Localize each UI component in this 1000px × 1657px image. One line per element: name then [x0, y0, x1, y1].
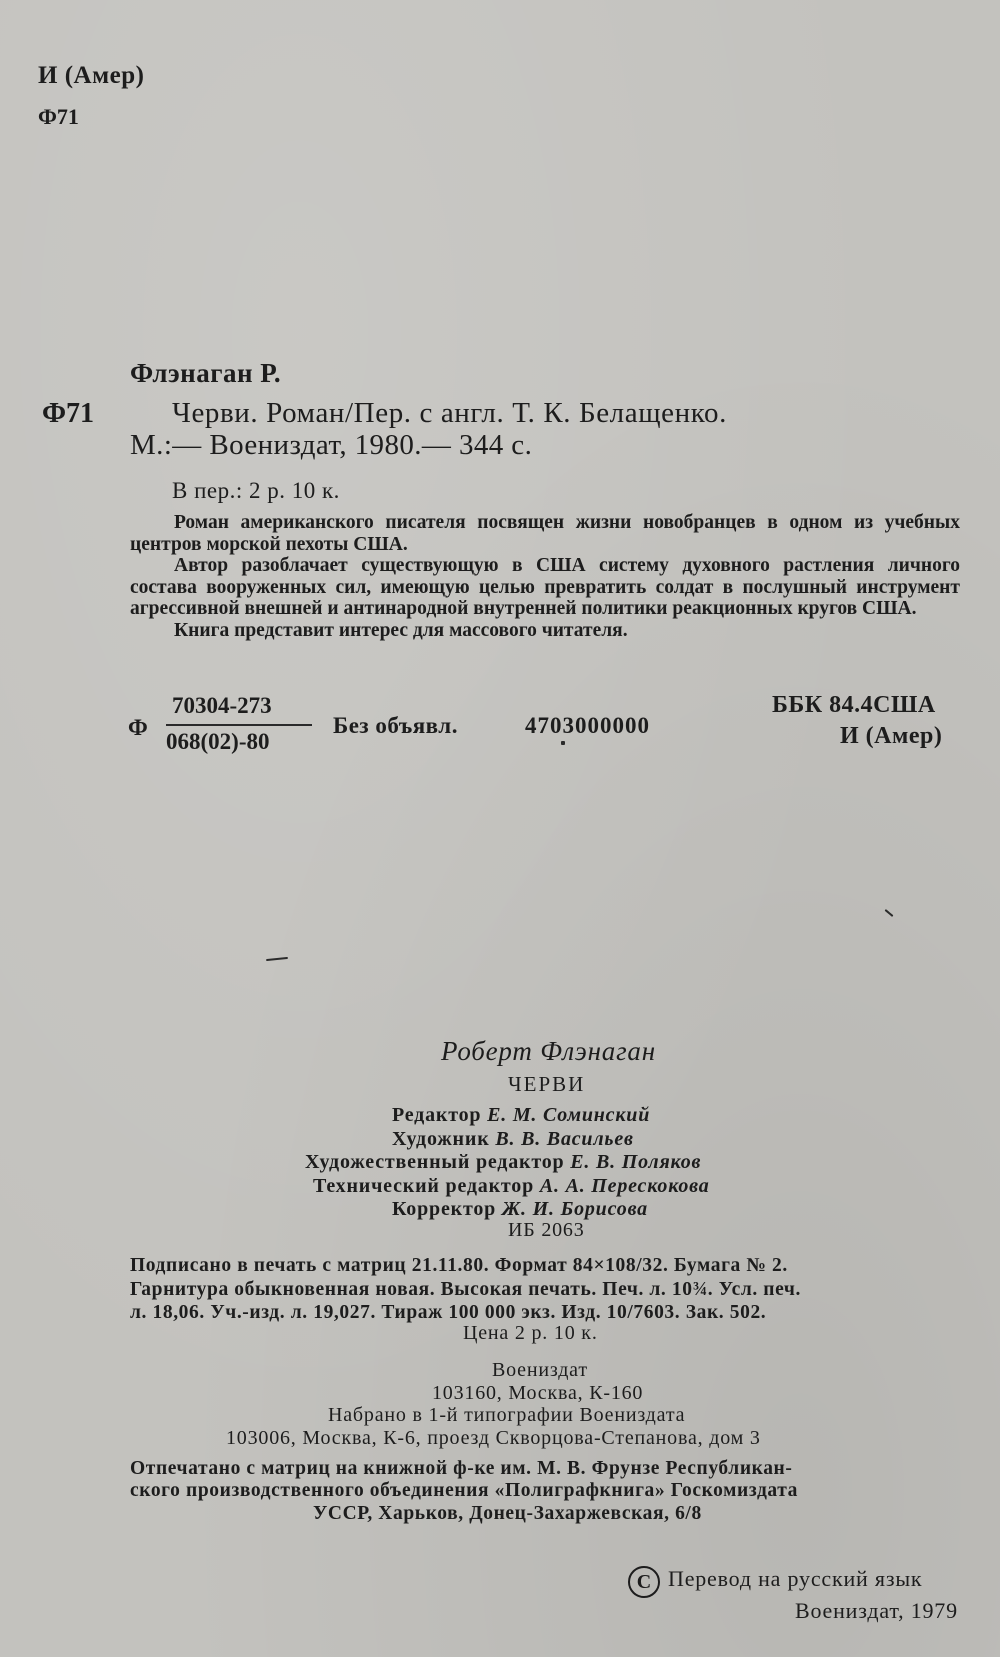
credit-role: Технический редактор	[313, 1175, 535, 1197]
record-bib-line1: Черви. Роман/Пер. с англ. Т. К. Белащенко.	[172, 397, 727, 429]
printed-line: Отпечатано с матриц на книжной ф-ке им. М. В. Фрунзе Республикан-	[130, 1458, 793, 1479]
record-price: В пер.: 2 р. 10 к.	[172, 478, 340, 503]
credits-book-author: Роберт Флэнаган	[441, 1036, 656, 1066]
printed-line: УССР, Харьков, Донец-Захаржевская, 6/8	[313, 1503, 702, 1524]
credit-line	[392, 1128, 634, 1151]
credit-name: А. А. Перескокова	[539, 1175, 710, 1197]
ink-speck	[885, 909, 894, 917]
credit-role: Художник	[392, 1128, 490, 1150]
credit-name: Е. В. Поляков	[570, 1151, 702, 1173]
credits-ib-number: ИБ 2063	[508, 1219, 585, 1241]
printing-details	[130, 1254, 964, 1325]
classification-fraction-top: 70304-273	[172, 693, 272, 718]
credit-role: Редактор	[392, 1104, 482, 1126]
credits-book-title: ЧЕРВИ	[508, 1072, 586, 1096]
printing-line: Гарнитура обыкновенная новая. Высокая печать. Печ. л. 10¾. Усл. печ.	[130, 1278, 801, 1300]
credit-role: Корректор	[392, 1198, 497, 1220]
publisher-address: 103160, Москва, К-160	[432, 1382, 644, 1404]
printing-line: л. 18,06. Уч.-изд. л. 19,027. Тираж 100 000 экз. Изд. 10/7603. Зак. 502.	[130, 1302, 767, 1323]
credit-line	[313, 1175, 710, 1198]
typeset-address: 103006, Москва, К-6, проезд Скворцова-Степанова, дом 3	[226, 1427, 761, 1449]
record-index-code: Ф71	[42, 398, 95, 429]
record-annotation	[130, 512, 960, 642]
publisher-name: Воениздат	[492, 1359, 588, 1381]
record-bib-line2: М.:— Воениздат, 1980.— 344 с.	[130, 429, 533, 461]
annotation-paragraph: Автор разоблачает существующую в США систему духовного растления личного состава вооруженных сил, имеющую целью превратить солдат в послушный инструмент агрессивной внешней и антинародной внутренней политики реакционных кругов США.	[130, 555, 960, 620]
record-author: Флэнаган Р.	[130, 358, 282, 388]
classification-bbk: ББК 84.4США	[772, 692, 936, 718]
copyright-line: Перевод на русский язык	[668, 1566, 923, 1591]
corner-index: Ф71	[38, 104, 79, 129]
copyright-icon: C	[628, 1566, 660, 1598]
credit-line	[305, 1151, 701, 1174]
classification-fraction-bottom: 068(02)-80	[166, 729, 270, 754]
credit-line	[392, 1104, 650, 1127]
credit-name: В. В. Васильев	[495, 1128, 634, 1150]
ink-speck	[561, 741, 565, 745]
typeset-info: Набрано в 1-й типографии Воениздата	[328, 1404, 686, 1426]
credit-name: Ж. И. Борисова	[501, 1198, 648, 1220]
ink-speck	[266, 957, 288, 961]
credit-line	[392, 1198, 648, 1221]
annotation-paragraph: Роман американского писателя посвящен жизни новобранцев в одном из учебных центров морской пехоты США.	[130, 512, 960, 555]
credit-name: Е. М. Соминский	[487, 1104, 651, 1126]
fraction-divider	[166, 724, 312, 726]
printing-price: Цена 2 р. 10 к.	[463, 1322, 598, 1344]
annotation-paragraph: Книга представит интерес для массового читателя.	[174, 619, 628, 641]
printed-line: ского производственного объединения «Полиграфкнига» Госкомиздата	[130, 1480, 799, 1501]
corner-classification: И (Амер)	[38, 62, 145, 89]
classification-code: 4703000000	[525, 713, 650, 738]
classification-bbk-sub: И (Амер)	[840, 723, 943, 749]
classification-f-letter: Ф	[128, 715, 148, 740]
printing-line: Подписано в печать с матриц 21.11.80. Формат 84×108/32. Бумага № 2.	[130, 1255, 788, 1276]
credit-role: Художественный редактор	[305, 1151, 565, 1173]
copyright-publisher-year: Воениздат, 1979	[795, 1598, 958, 1623]
classification-no-announcement: Без объявл.	[333, 713, 458, 738]
